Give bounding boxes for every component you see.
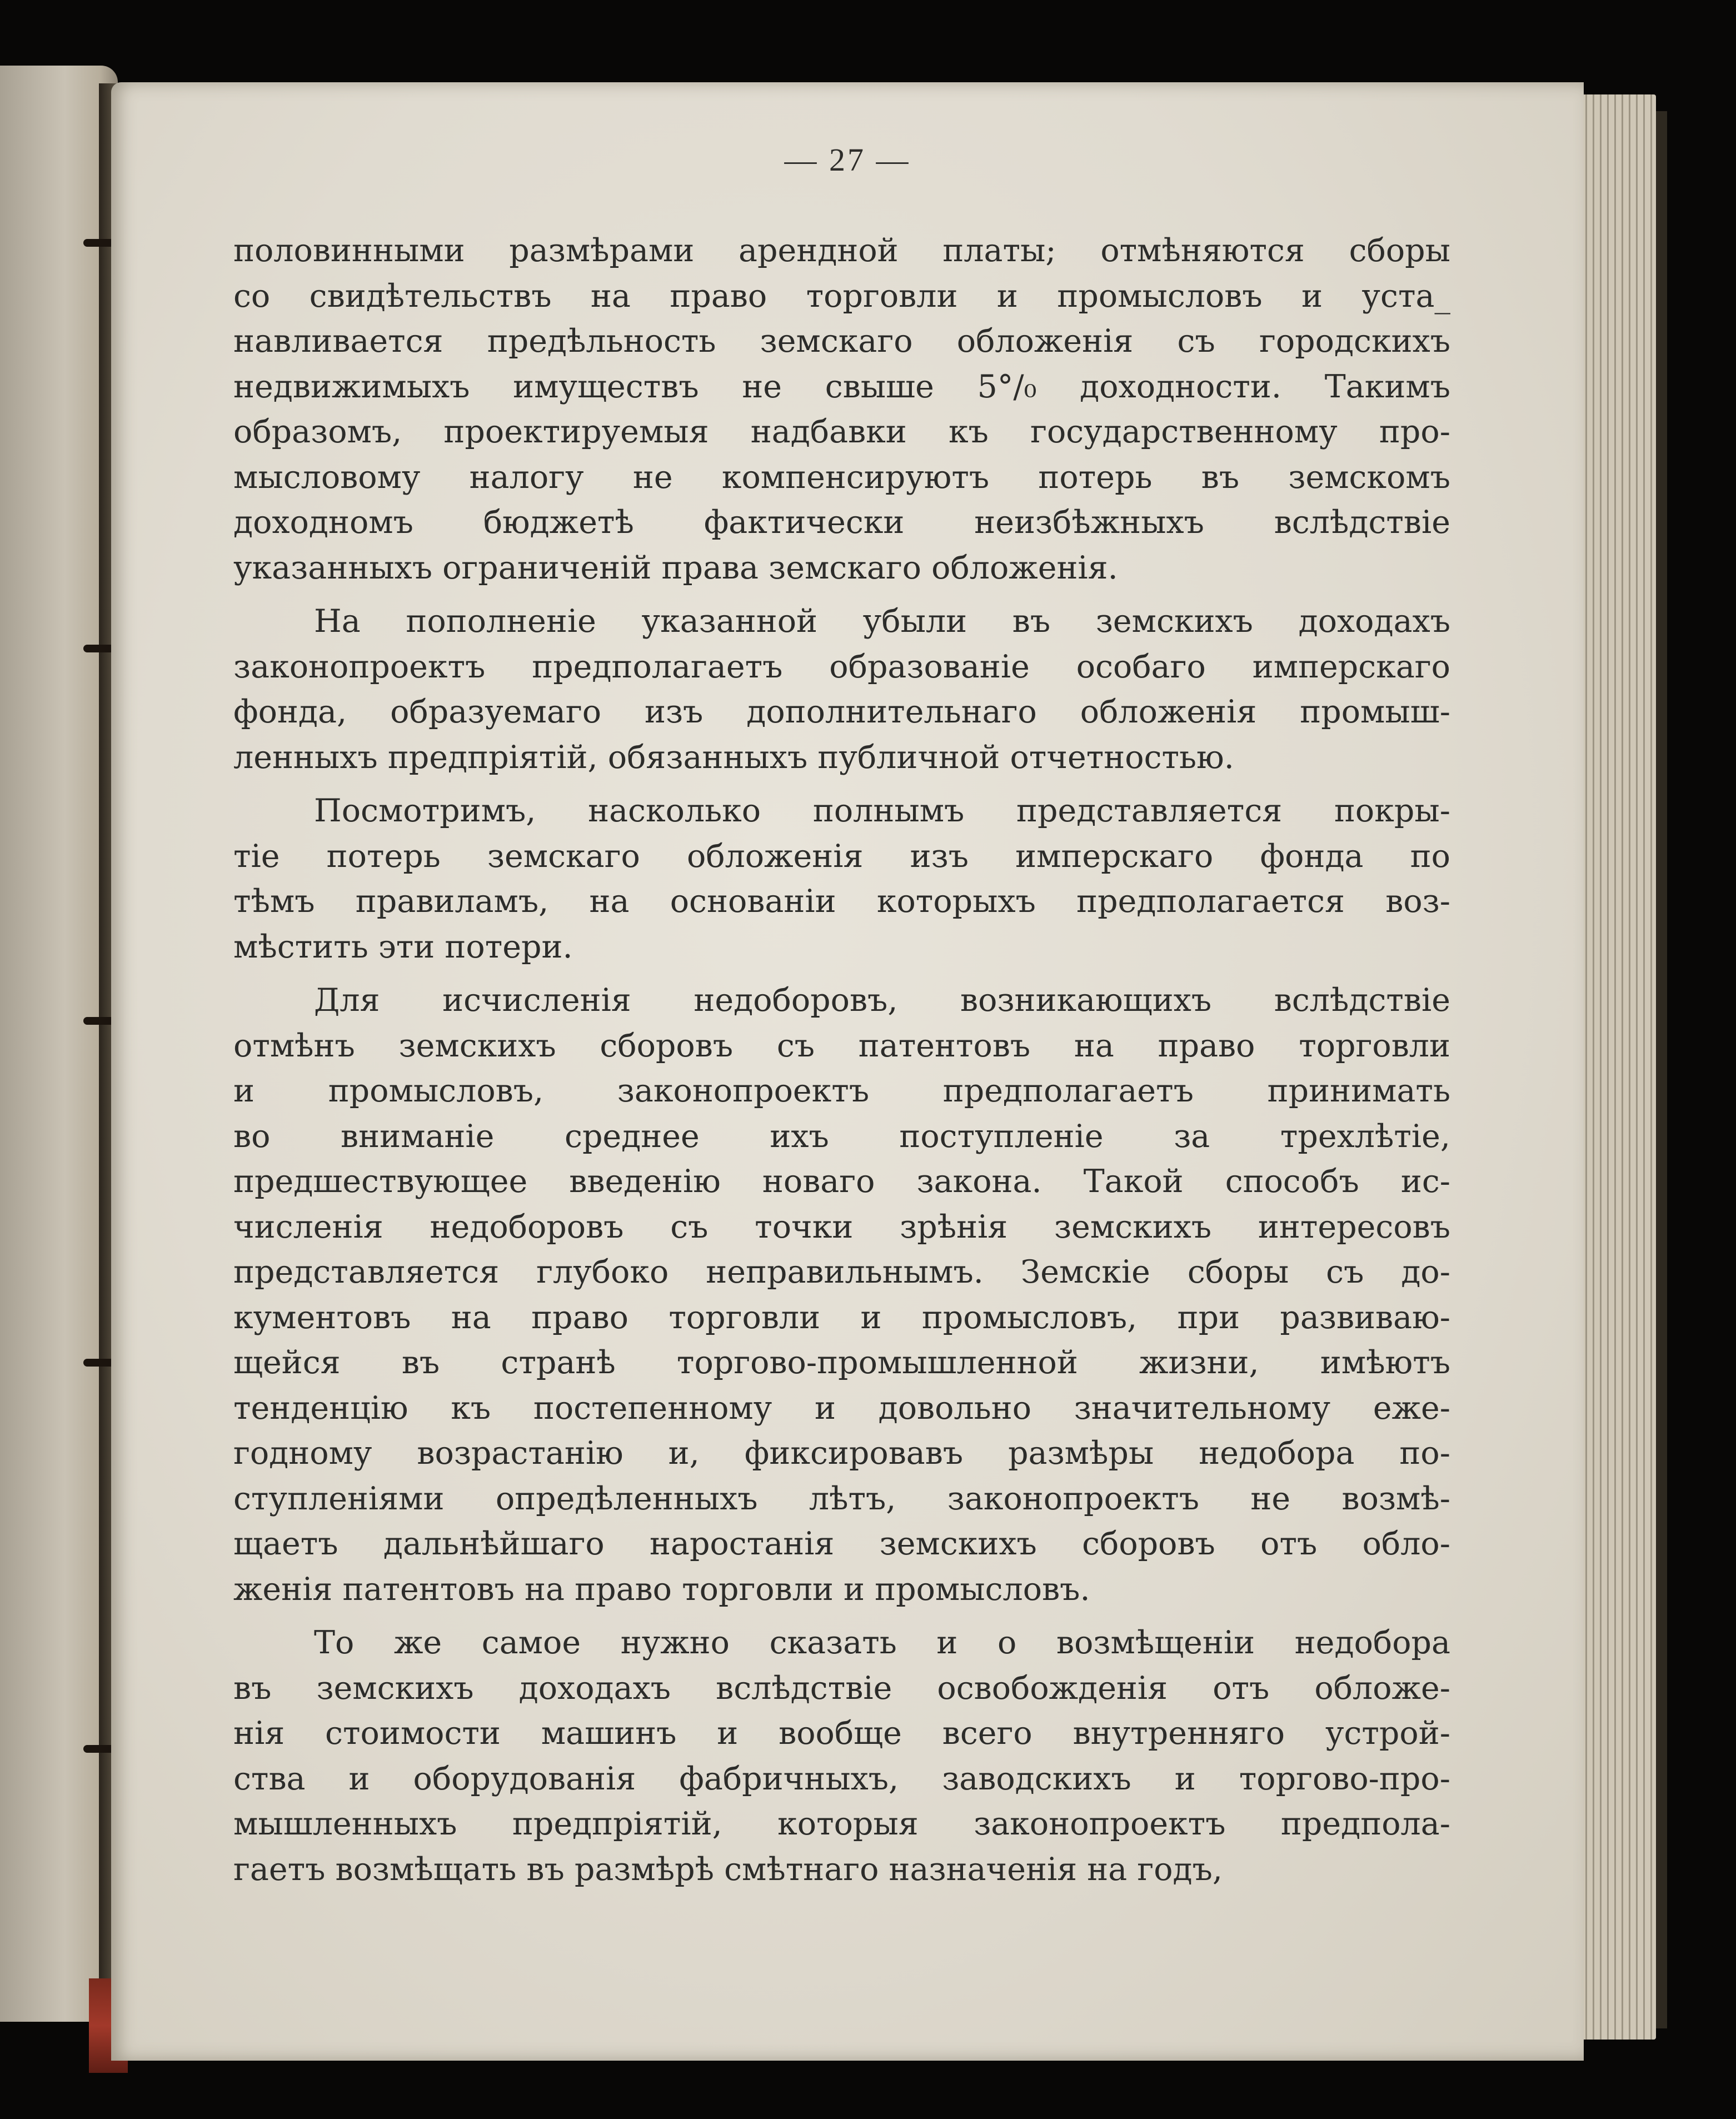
text-line: тенденцію къ постепенному и довольно значительному еже- bbox=[233, 1389, 1450, 1427]
text-line: численія недоборовъ съ точки зрѣнія земскихъ интересовъ bbox=[233, 1208, 1450, 1245]
text-line: ленныхъ предпріятій, обязанныхъ публичной отчетностью. bbox=[233, 739, 1234, 776]
text-line: недвижимыхъ имуществъ не свыше 5°/₀ доходности. Такимъ bbox=[233, 368, 1450, 405]
paragraph bbox=[233, 228, 1450, 591]
book-page bbox=[111, 82, 1584, 2061]
text-line: тіе потерь земскаго обложенія изъ имперскаго фонда по bbox=[233, 837, 1450, 875]
text-line: тѣмъ правиламъ, на основаніи которыхъ предполагается воз- bbox=[233, 883, 1450, 920]
paragraph bbox=[233, 1621, 1450, 1892]
text-line: щейся въ странѣ торгово-промышленной жизни, имѣютъ bbox=[233, 1344, 1450, 1381]
page-number: — 27 — bbox=[784, 142, 911, 178]
text-line: мышленныхъ предпріятій, которыя законопроектъ предпола- bbox=[233, 1806, 1450, 1842]
text-line: предшествующее введенію новаго закона. Такой способъ ис- bbox=[233, 1163, 1450, 1200]
paragraph bbox=[233, 599, 1450, 780]
text-line: ступленіями опредѣленныхъ лѣтъ, законопроектъ не возмѣ- bbox=[233, 1480, 1450, 1517]
text-line: женія патентовъ на право торговли и промысловъ. bbox=[233, 1570, 1090, 1608]
text-line: указанныхъ ограниченій права земскаго обложенія. bbox=[233, 549, 1118, 586]
text-line: и промысловъ, законопроектъ предполагаетъ принимать bbox=[233, 1073, 1450, 1109]
text-line: половинными размѣрами арендной платы; отмѣняются сборы bbox=[233, 232, 1450, 269]
text-line: законопроектъ предполагаетъ образованіе особаго имперскаго bbox=[233, 648, 1450, 685]
text-line: фонда, образуемаго изъ дополнительнаго обложенія промыш- bbox=[233, 694, 1450, 730]
page-text bbox=[233, 228, 1450, 1892]
text-line: навливается предѣльность земскаго обложенія съ городскихъ bbox=[233, 323, 1450, 360]
text-line: въ земскихъ доходахъ вслѣдствіе освобожденія отъ обложе- bbox=[233, 1669, 1450, 1707]
text-line: доходномъ бюджетѣ фактически неизбѣжныхъ вслѣдствіе bbox=[233, 504, 1450, 541]
text-line: Для исчисленія недоборовъ, возникающихъ вслѣдствіе bbox=[314, 982, 1450, 1019]
text-line: годному возрастанію и, фиксировавъ размѣры недобора по- bbox=[233, 1435, 1450, 1472]
page-stack-edges bbox=[1573, 94, 1656, 2040]
text-line: гаетъ возмѣщать въ размѣрѣ смѣтнаго назначенія на годъ, bbox=[233, 1851, 1223, 1888]
text-line: На пополненіе указанной убыли въ земскихъ доходахъ bbox=[314, 603, 1450, 640]
text-line: со свидѣтельствъ на право торговли и промысловъ и уста_ bbox=[233, 277, 1450, 315]
text-line: ства и оборудованія фабричныхъ, заводскихъ и торгово-про- bbox=[233, 1760, 1450, 1797]
text-line: щаетъ дальнѣйшаго наростанія земскихъ сборовъ отъ обло- bbox=[233, 1525, 1450, 1562]
text-line: во вниманіе среднее ихъ поступленіе за трехлѣтіе, bbox=[233, 1118, 1450, 1155]
text-line: образомъ, проектируемыя надбавки къ государственному про- bbox=[233, 413, 1450, 450]
text-line: кументовъ на право торговли и промысловъ, при развиваю- bbox=[233, 1299, 1450, 1336]
text-line: мѣстить эти потери. bbox=[233, 928, 573, 965]
text-line: отмѣнъ земскихъ сборовъ съ патентовъ на право торговли bbox=[233, 1027, 1450, 1064]
text-line: То же самое нужно сказать и о возмѣщеніи недобора bbox=[314, 1624, 1450, 1661]
text-line: представляется глубоко неправильнымъ. Земскіе сборы съ до- bbox=[233, 1254, 1450, 1290]
text-line: мысловому налогу не компенсируютъ потерь въ земскомъ bbox=[233, 458, 1450, 496]
paragraph bbox=[233, 789, 1450, 970]
text-line: Посмотримъ, насколько полнымъ представляется покры- bbox=[314, 792, 1450, 829]
paragraph bbox=[233, 978, 1450, 1612]
text-line: нія стоимости машинъ и вообще всего внутренняго устрой- bbox=[233, 1715, 1450, 1752]
